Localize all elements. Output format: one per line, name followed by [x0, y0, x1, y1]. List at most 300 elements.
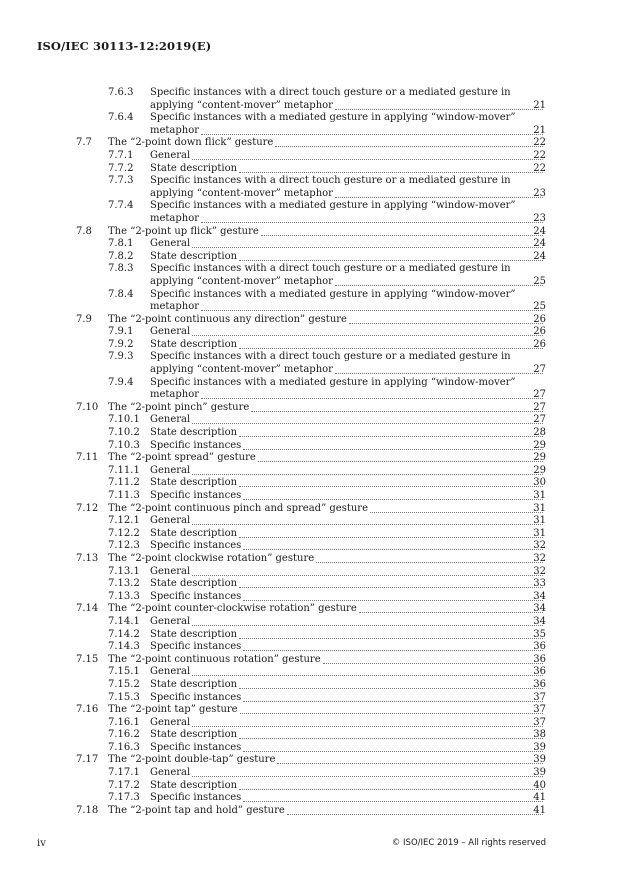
toc-entry-line[interactable]: [0, 351, 620, 364]
toc-page-number: 36: [533, 666, 546, 678]
toc-page-number: 32: [533, 565, 546, 577]
toc-page-number: 34: [533, 590, 546, 602]
toc-section-number: 7.7.3: [108, 175, 134, 187]
toc-page-number: 26: [533, 326, 546, 338]
toc-section-title: [150, 477, 545, 490]
toc-leader-dots: [323, 654, 543, 664]
toc-title-text: metaphor: [150, 389, 200, 401]
toc-section-number: 7.8.3: [108, 263, 134, 275]
toc-entry-line[interactable]: [0, 629, 620, 642]
toc-section-title: [150, 188, 545, 201]
toc-entry-line[interactable]: [0, 742, 620, 755]
toc-section-number: 7.13.2: [108, 578, 140, 590]
toc-section-number: 7.8.1: [108, 238, 134, 250]
toc-entry-line[interactable]: [0, 616, 620, 629]
toc-title-text: General: [150, 767, 191, 779]
toc-title-text: The “2-point spread” gesture: [108, 452, 256, 464]
toc-section-title: [150, 528, 545, 541]
toc-section-number: 7.7: [76, 137, 92, 149]
toc-leader-dots: [192, 326, 543, 336]
toc-section-number: 7.16.3: [108, 741, 140, 753]
toc-entry-line[interactable]: [0, 377, 620, 390]
toc-title-text: Specific instances with a mediated gesture in applying “window-mover”: [150, 288, 516, 300]
toc-title-text: State description: [150, 250, 238, 262]
toc-section-title: [108, 452, 545, 465]
toc-section-number: 7.10.1: [108, 414, 140, 426]
toc-section-title: [150, 566, 545, 579]
toc-section-title: [108, 503, 545, 516]
toc-title-text: State description: [150, 527, 238, 539]
toc-entry-line[interactable]: [0, 314, 620, 327]
toc-page-number: 23: [533, 212, 546, 224]
toc-title-text: Specific instances: [150, 540, 242, 552]
toc-section-number: 7.8.2: [108, 250, 134, 262]
toc-page-number: 34: [533, 615, 546, 627]
toc-entry-line[interactable]: [0, 188, 620, 201]
toc-leader-dots: [239, 251, 543, 261]
toc-title-text: The “2-point tap and hold” gesture: [108, 804, 285, 816]
toc-section-number: 7.16.2: [108, 729, 140, 741]
toc-leader-dots: [243, 440, 543, 450]
toc-title-text: Specific instances: [150, 439, 242, 451]
toc-leader-dots: [359, 603, 543, 613]
toc-page-number: 32: [533, 540, 546, 552]
toc-page-number: 26: [533, 338, 546, 350]
toc-entry-line[interactable]: [0, 213, 620, 226]
toc-entry-line[interactable]: [0, 767, 620, 780]
toc-section-title: [150, 440, 545, 453]
toc-entry-line[interactable]: [0, 339, 620, 352]
toc-section-title: [150, 163, 545, 176]
toc-page-number: 27: [533, 389, 546, 401]
toc-section-number: 7.18: [76, 804, 99, 816]
toc-leader-dots: [239, 339, 543, 349]
toc-title-text: State description: [150, 578, 238, 590]
toc-entry-line[interactable]: [0, 427, 620, 440]
toc-page-number: 24: [533, 250, 546, 262]
toc-title-text: General: [150, 666, 191, 678]
toc-page-number: 31: [533, 527, 546, 539]
toc-entry-line[interactable]: [0, 465, 620, 478]
toc-section-number: 7.17.2: [108, 779, 140, 791]
toc-entry-line[interactable]: [0, 200, 620, 213]
toc-page-number: 31: [533, 490, 546, 501]
toc-leader-dots: [243, 792, 543, 802]
toc-leader-dots: [239, 629, 543, 639]
toc-page-number: 29: [533, 452, 546, 464]
toc-leader-dots: [192, 717, 543, 727]
toc-leader-dots: [201, 389, 543, 399]
toc-section-number: 7.6.4: [108, 112, 134, 124]
toc-section-number: 7.11.2: [108, 477, 140, 489]
toc-section-number: 7.13.3: [108, 590, 140, 602]
toc-title-text: State description: [150, 729, 238, 741]
toc-entry-line[interactable]: [0, 226, 620, 239]
toc-leader-dots: [275, 137, 543, 147]
toc-leader-dots: [192, 767, 543, 777]
toc-section-title: [150, 629, 545, 642]
toc-section-number: 7.17.3: [108, 792, 140, 804]
toc-entry-line[interactable]: [0, 666, 620, 679]
toc-section-title: [150, 251, 545, 264]
toc-section-number: 7.14.1: [108, 615, 140, 627]
toc-page-number: 41: [533, 804, 546, 816]
toc-page-number: 27: [533, 364, 546, 376]
toc-title-text: metaphor: [150, 301, 200, 313]
toc-leader-dots: [192, 666, 543, 676]
toc-entry-line[interactable]: [0, 112, 620, 125]
toc-section-title: [108, 654, 545, 667]
toc-section-title: [150, 414, 545, 427]
toc-entry-line[interactable]: [0, 414, 620, 427]
toc-title-text: General: [150, 149, 191, 161]
toc-section-number: 7.17: [76, 754, 99, 766]
toc-page-number: 26: [533, 313, 546, 325]
toc-section-title: [150, 515, 545, 528]
toc-entry-line[interactable]: [0, 704, 620, 717]
toc-title-text: Specific instances: [150, 490, 242, 501]
toc-section-number: 7.15.3: [108, 691, 140, 703]
toc-leader-dots: [335, 188, 543, 198]
toc-page-number: 37: [533, 691, 546, 703]
toc-title-text: Specific instances with a direct touch gesture or a mediated gesture in: [150, 175, 511, 187]
toc-entry-line[interactable]: [0, 100, 620, 113]
toc-page-number: 33: [533, 578, 546, 590]
toc-section-title: [150, 351, 511, 364]
toc-title-text: Specific instances with a direct touch gesture or a mediated gesture in: [150, 263, 511, 275]
toc-title-text: Specific instances with a mediated gesture in applying “window-mover”: [150, 112, 516, 124]
toc-section-title: [150, 150, 545, 163]
toc-page-number: 39: [533, 741, 546, 753]
toc-title-text: Specific instances with a direct touch gesture or a mediated gesture in: [150, 351, 511, 363]
toc-leader-dots: [192, 150, 543, 160]
toc-leader-dots: [192, 238, 543, 248]
toc-entry-line[interactable]: [0, 515, 620, 528]
toc-section-title: [150, 692, 545, 705]
toc-title-text: General: [150, 238, 191, 250]
toc-section-title: [108, 805, 545, 818]
toc-title-text: State description: [150, 779, 238, 791]
toc-entry-line[interactable]: [0, 503, 620, 516]
toc-section-number: 7.9.3: [108, 351, 134, 363]
toc-title-text: General: [150, 515, 191, 527]
toc-page-number: 24: [533, 225, 546, 237]
toc-section-number: 7.11.3: [108, 490, 140, 501]
toc-section-number: 7.10: [76, 401, 99, 413]
toc-section-title: [150, 276, 545, 289]
toc-section-number: 7.12: [76, 502, 99, 514]
toc-entry-line[interactable]: [0, 326, 620, 339]
toc-entry-line[interactable]: [0, 238, 620, 251]
toc-title-text: The “2-point clockwise rotation” gesture: [108, 552, 315, 564]
toc-title-text: Specific instances: [150, 590, 242, 602]
toc-entry-line[interactable]: [0, 175, 620, 188]
toc-page-number: 37: [533, 716, 546, 728]
toc-title-text: metaphor: [150, 124, 200, 136]
toc-title-text: State description: [150, 338, 238, 350]
toc-entry-line[interactable]: [0, 717, 620, 730]
toc-section-title: [150, 767, 545, 780]
toc-section-title: [150, 780, 545, 793]
toc-page-number: 39: [533, 767, 546, 779]
toc-section-number: 7.6.3: [108, 87, 134, 98]
toc-leader-dots: [201, 213, 543, 223]
toc-entry-line[interactable]: [0, 591, 620, 604]
toc-section-number: 7.15: [76, 653, 99, 665]
toc-entry-line[interactable]: [0, 125, 620, 138]
toc-section-title: [150, 616, 545, 629]
toc-section-title: [150, 213, 545, 226]
toc-entry-line[interactable]: [0, 276, 620, 289]
toc-section-title: [150, 578, 545, 591]
toc-section-title: [150, 238, 545, 251]
toc-entry-line[interactable]: [0, 87, 620, 100]
toc-entry-line[interactable]: [0, 440, 620, 453]
toc-title-text: State description: [150, 628, 238, 640]
toc-section-number: 7.13: [76, 552, 99, 564]
toc-leader-dots: [201, 301, 543, 311]
toc-section-title: [150, 641, 545, 654]
toc-entry-line[interactable]: [0, 528, 620, 541]
toc-leader-dots: [349, 314, 543, 324]
toc-leader-dots: [192, 616, 543, 626]
toc-section-number: 7.9.1: [108, 326, 134, 338]
toc-section-title: [150, 364, 545, 377]
toc-entry-line[interactable]: [0, 251, 620, 264]
toc-title-text: General: [150, 716, 191, 728]
toc-title-text: The “2-point up flick” gesture: [108, 225, 259, 237]
toc-section-number: 7.9.4: [108, 376, 134, 388]
toc-entry-line[interactable]: [0, 263, 620, 276]
toc-title-text: applying “content-mover” metaphor: [150, 275, 333, 287]
toc-page-number: 35: [533, 628, 546, 640]
toc-section-title: [150, 717, 545, 730]
toc-leader-dots: [243, 490, 543, 500]
toc-page-number: 38: [533, 729, 546, 741]
toc-section-title: [150, 125, 545, 138]
toc-page-number: 22: [533, 149, 546, 161]
toc-page-number: 31: [533, 515, 546, 527]
toc-section-title: [108, 553, 545, 566]
toc-entry-line[interactable]: [0, 150, 620, 163]
toc-entry-line[interactable]: [0, 805, 620, 818]
toc-title-text: applying “content-mover” metaphor: [150, 99, 333, 111]
toc-section-number: 7.12.3: [108, 540, 140, 552]
toc-leader-dots: [239, 528, 543, 538]
toc-page-number: 36: [533, 678, 546, 690]
toc-entry-line[interactable]: [0, 477, 620, 490]
toc-leader-dots: [192, 566, 543, 576]
toc-entry-line[interactable]: [0, 389, 620, 402]
toc-page-number: 25: [533, 275, 546, 287]
table-of-contents: [0, 87, 620, 817]
toc-title-text: State description: [150, 162, 238, 174]
toc-page-number: 30: [533, 477, 546, 489]
toc-title-text: The “2-point tap” gesture: [108, 704, 238, 716]
toc-section-title: [150, 100, 545, 113]
toc-entry-line[interactable]: [0, 490, 620, 503]
toc-title-text: State description: [150, 678, 238, 690]
toc-title-text: The “2-point down flick” gesture: [108, 137, 274, 149]
toc-title-text: The “2-point double-tap” gesture: [108, 754, 276, 766]
toc-section-title: [150, 289, 516, 302]
toc-entry-line[interactable]: [0, 603, 620, 616]
toc-entry-line[interactable]: [0, 301, 620, 314]
toc-section-title: [150, 540, 545, 553]
toc-section-number: 7.14: [76, 603, 99, 615]
toc-entry-line[interactable]: [0, 641, 620, 654]
toc-entry-line[interactable]: [0, 364, 620, 377]
toc-leader-dots: [251, 402, 543, 412]
toc-section-number: 7.17.1: [108, 767, 140, 779]
toc-leader-dots: [243, 641, 543, 651]
toc-title-text: General: [150, 615, 191, 627]
toc-leader-dots: [243, 742, 543, 752]
toc-section-title: [150, 301, 545, 314]
toc-section-title: [108, 402, 545, 415]
toc-leader-dots: [240, 704, 543, 714]
toc-leader-dots: [316, 553, 543, 563]
toc-section-title: [150, 339, 545, 352]
toc-section-title: [150, 326, 545, 339]
toc-page-number: 21: [533, 99, 546, 111]
toc-page-number: 41: [533, 792, 546, 804]
toc-page-number: 24: [533, 238, 546, 250]
toc-section-number: 7.10.3: [108, 439, 140, 451]
toc-section-title: [150, 465, 545, 478]
toc-title-text: The “2-point continuous rotation” gesture: [108, 653, 321, 665]
toc-page-number: 39: [533, 754, 546, 766]
toc-page-number: 37: [533, 704, 546, 716]
toc-leader-dots: [239, 729, 543, 739]
toc-title-text: Specific instances with a mediated gesture in applying “window-mover”: [150, 200, 516, 212]
toc-section-title: [150, 729, 545, 742]
toc-leader-dots: [239, 679, 543, 689]
toc-section-number: 7.16: [76, 704, 99, 716]
toc-title-text: The “2-point continuous any direction” gesture: [108, 313, 347, 325]
toc-title-text: State description: [150, 477, 238, 489]
toc-leader-dots: [261, 226, 543, 236]
toc-page-number: 22: [533, 137, 546, 149]
toc-title-text: Specific instances: [150, 641, 242, 653]
toc-section-number: 7.9.2: [108, 338, 134, 350]
toc-leader-dots: [243, 540, 543, 550]
toc-entry-line[interactable]: [0, 792, 620, 805]
toc-section-number: 7.7.2: [108, 162, 134, 174]
toc-page-number: 31: [533, 502, 546, 514]
page-number: iv: [37, 838, 46, 849]
toc-section-number: 7.11: [76, 452, 99, 464]
toc-section-number: 7.8.4: [108, 288, 134, 300]
toc-section-title: [108, 754, 545, 767]
document-id-header: ISO/IEC 30113-12:2019(E): [37, 39, 212, 53]
toc-entry-line[interactable]: [0, 729, 620, 742]
toc-section-title: [150, 490, 545, 503]
toc-title-text: The “2-point counter-clockwise rotation” gesture: [108, 603, 357, 615]
toc-section-title: [108, 314, 545, 327]
toc-title-text: Specific instances: [150, 691, 242, 703]
toc-entry-line[interactable]: [0, 540, 620, 553]
toc-entry-line[interactable]: [0, 566, 620, 579]
toc-entry-line[interactable]: [0, 452, 620, 465]
toc-entry-line[interactable]: [0, 692, 620, 705]
toc-entry-line[interactable]: [0, 679, 620, 692]
toc-section-title: [150, 679, 545, 692]
toc-page-number: 23: [533, 187, 546, 199]
toc-leader-dots: [243, 692, 543, 702]
toc-leader-dots: [239, 578, 543, 588]
toc-section-number: 7.8: [76, 225, 92, 237]
toc-page-number: 29: [533, 464, 546, 476]
toc-title-text: applying “content-mover” metaphor: [150, 187, 333, 199]
toc-page-number: 28: [533, 427, 546, 439]
toc-entry-line[interactable]: [0, 289, 620, 302]
toc-section-title: [150, 427, 545, 440]
toc-section-title: [150, 377, 516, 390]
toc-page-number: 29: [533, 439, 546, 451]
toc-section-number: 7.12.1: [108, 515, 140, 527]
toc-leader-dots: [192, 414, 543, 424]
toc-title-text: The “2-point pinch” gesture: [108, 401, 250, 413]
toc-leader-dots: [239, 163, 543, 173]
toc-page-number: 34: [533, 603, 546, 615]
toc-leader-dots: [335, 276, 543, 286]
toc-page-number: 32: [533, 552, 546, 564]
toc-leader-dots: [192, 465, 543, 475]
toc-entry-line[interactable]: [0, 137, 620, 150]
toc-entry-line[interactable]: [0, 402, 620, 415]
toc-section-title: [150, 742, 545, 755]
toc-leader-dots: [258, 452, 543, 462]
toc-section-title: [150, 112, 516, 125]
toc-section-title: [150, 87, 511, 100]
toc-leader-dots: [239, 780, 543, 790]
toc-section-title: [108, 704, 545, 717]
toc-section-title: [150, 591, 545, 604]
toc-section-number: 7.11.1: [108, 464, 140, 476]
toc-title-text: Specific instances: [150, 741, 242, 753]
toc-section-number: 7.7.4: [108, 200, 134, 212]
toc-entry-line[interactable]: [0, 754, 620, 767]
toc-section-title: [150, 175, 511, 188]
toc-entry-line[interactable]: [0, 163, 620, 176]
toc-page-number: 36: [533, 653, 546, 665]
toc-section-title: [108, 137, 545, 150]
toc-title-text: General: [150, 326, 191, 338]
toc-entry-line[interactable]: [0, 654, 620, 667]
toc-section-number: 7.12.2: [108, 527, 140, 539]
toc-leader-dots: [201, 125, 543, 135]
toc-leader-dots: [192, 515, 543, 525]
toc-title-text: State description: [150, 427, 238, 439]
toc-entry-line[interactable]: [0, 780, 620, 793]
toc-section-title: [150, 200, 516, 213]
toc-section-number: 7.14.2: [108, 628, 140, 640]
toc-page-number: 40: [533, 779, 546, 791]
toc-section-title: [150, 666, 545, 679]
toc-leader-dots: [335, 364, 543, 374]
toc-entry-line[interactable]: [0, 578, 620, 591]
copyright-notice: © ISO/IEC 2019 – All rights reserved: [391, 838, 546, 848]
toc-leader-dots: [335, 100, 543, 110]
toc-title-text: Specific instances with a mediated gesture in applying “window-mover”: [150, 376, 516, 388]
toc-title-text: General: [150, 565, 191, 577]
toc-title-text: General: [150, 414, 191, 426]
toc-title-text: applying “content-mover” metaphor: [150, 364, 333, 376]
toc-title-text: Specific instances with a direct touch gesture or a mediated gesture in: [150, 87, 511, 98]
toc-entry-line[interactable]: [0, 553, 620, 566]
toc-leader-dots: [287, 805, 543, 815]
